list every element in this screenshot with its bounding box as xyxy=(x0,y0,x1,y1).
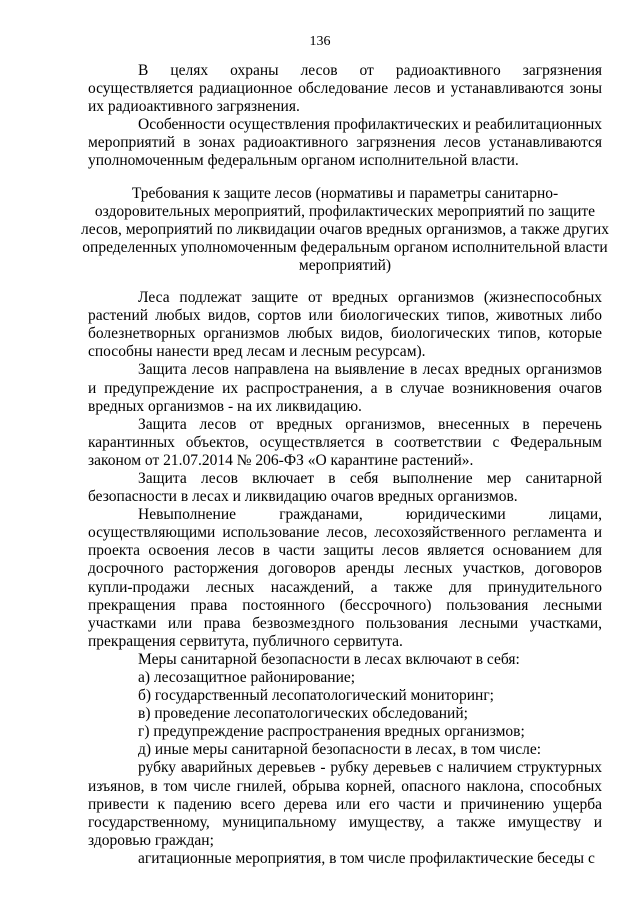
document-body xyxy=(81,62,609,868)
paragraph: Особенности осуществления профилактических и реабилитационных мероприятий в зонах радиоактивного загрязнения лесов устанавливаются уполномоченным федеральным органом исполнительной власти. xyxy=(88,116,602,170)
list-item: д) иные меры санитарной безопасности в лесах, в том числе: xyxy=(138,741,542,759)
section-heading: Требования к защите лесов (нормативы и параметры санитарно-оздоровительных мероприятий, профилактических мероприятий по защите лесов, мероприятий по ликвидации очагов вредных организмов, а также других определенных уполномоченным федеральным органом исполнительной власти мероприятий) xyxy=(81,184,609,274)
paragraph: рубку аварийных деревьев - рубку деревьев с наличием структурных изъянов, в том числе гнилей, обрыва корней, опасного наклона, способных привести к падению всего дерева или его части и причинению ущерба государственному, муниципальному имуществу, а также имуществу и здоровью граждан; xyxy=(88,759,602,849)
paragraph: агитационные мероприятия, в том числе профилактические беседы с xyxy=(138,849,595,867)
paragraph: Защита лесов направлена на выявление в лесах вредных организмов и предупреждение их распространения, а в случае возникновения очагов вредных организмов - на их ликвидацию. xyxy=(88,361,602,415)
paragraph: Защита лесов включает в себя выполнение мер санитарной безопасности в лесах и ликвидацию очагов вредных организмов. xyxy=(88,469,602,506)
paragraph: Защита лесов от вредных организмов, внесенных в перечень карантинных объектов, осуществляется в соответствии с Федеральным законом от 21.07.2014 № 206-ФЗ «О карантине растений». xyxy=(88,415,602,469)
paragraph: Невыполнение гражданами, юридическими лицами, осуществляющими использование лесов, лесохозяйственного регламента и проекта освоения лесов в части защиты лесов является основанием для досрочного расторжения договоров аренды лесных участков, договоров купли-продажи лесных насаждений, а также для принудительного прекращения права постоянного (бессрочного) пользования лесными участками или права безвозмездного пользования лесными участками, прекращения сервитута, публичного сервитута. xyxy=(88,506,602,650)
page-number: 136 xyxy=(309,34,331,49)
paragraph: В целях охраны лесов от радиоактивного загрязнения осуществляется радиационное обследование лесов и устанавливаются зоны их радиоактивного загрязнения. xyxy=(88,62,602,116)
paragraph: Меры санитарной безопасности в лесах включают в себя: xyxy=(138,650,520,668)
paragraph: Леса подлежат защите от вредных организмов (жизнеспособных растений любых видов, сортов или биологических типов, животных либо болезнетворных организмов любых видов, биологических типов, которые способны нанести вред лесам и лесным ресурсам). xyxy=(88,289,602,361)
list-item: в) проведение лесопатологических обследований; xyxy=(138,705,468,723)
list-item: б) государственный лесопатологический мониторинг; xyxy=(138,687,494,705)
list-item: г) предупреждение распространения вредных организмов; xyxy=(138,723,525,741)
list-item: а) лесозащитное районирование; xyxy=(138,669,356,686)
